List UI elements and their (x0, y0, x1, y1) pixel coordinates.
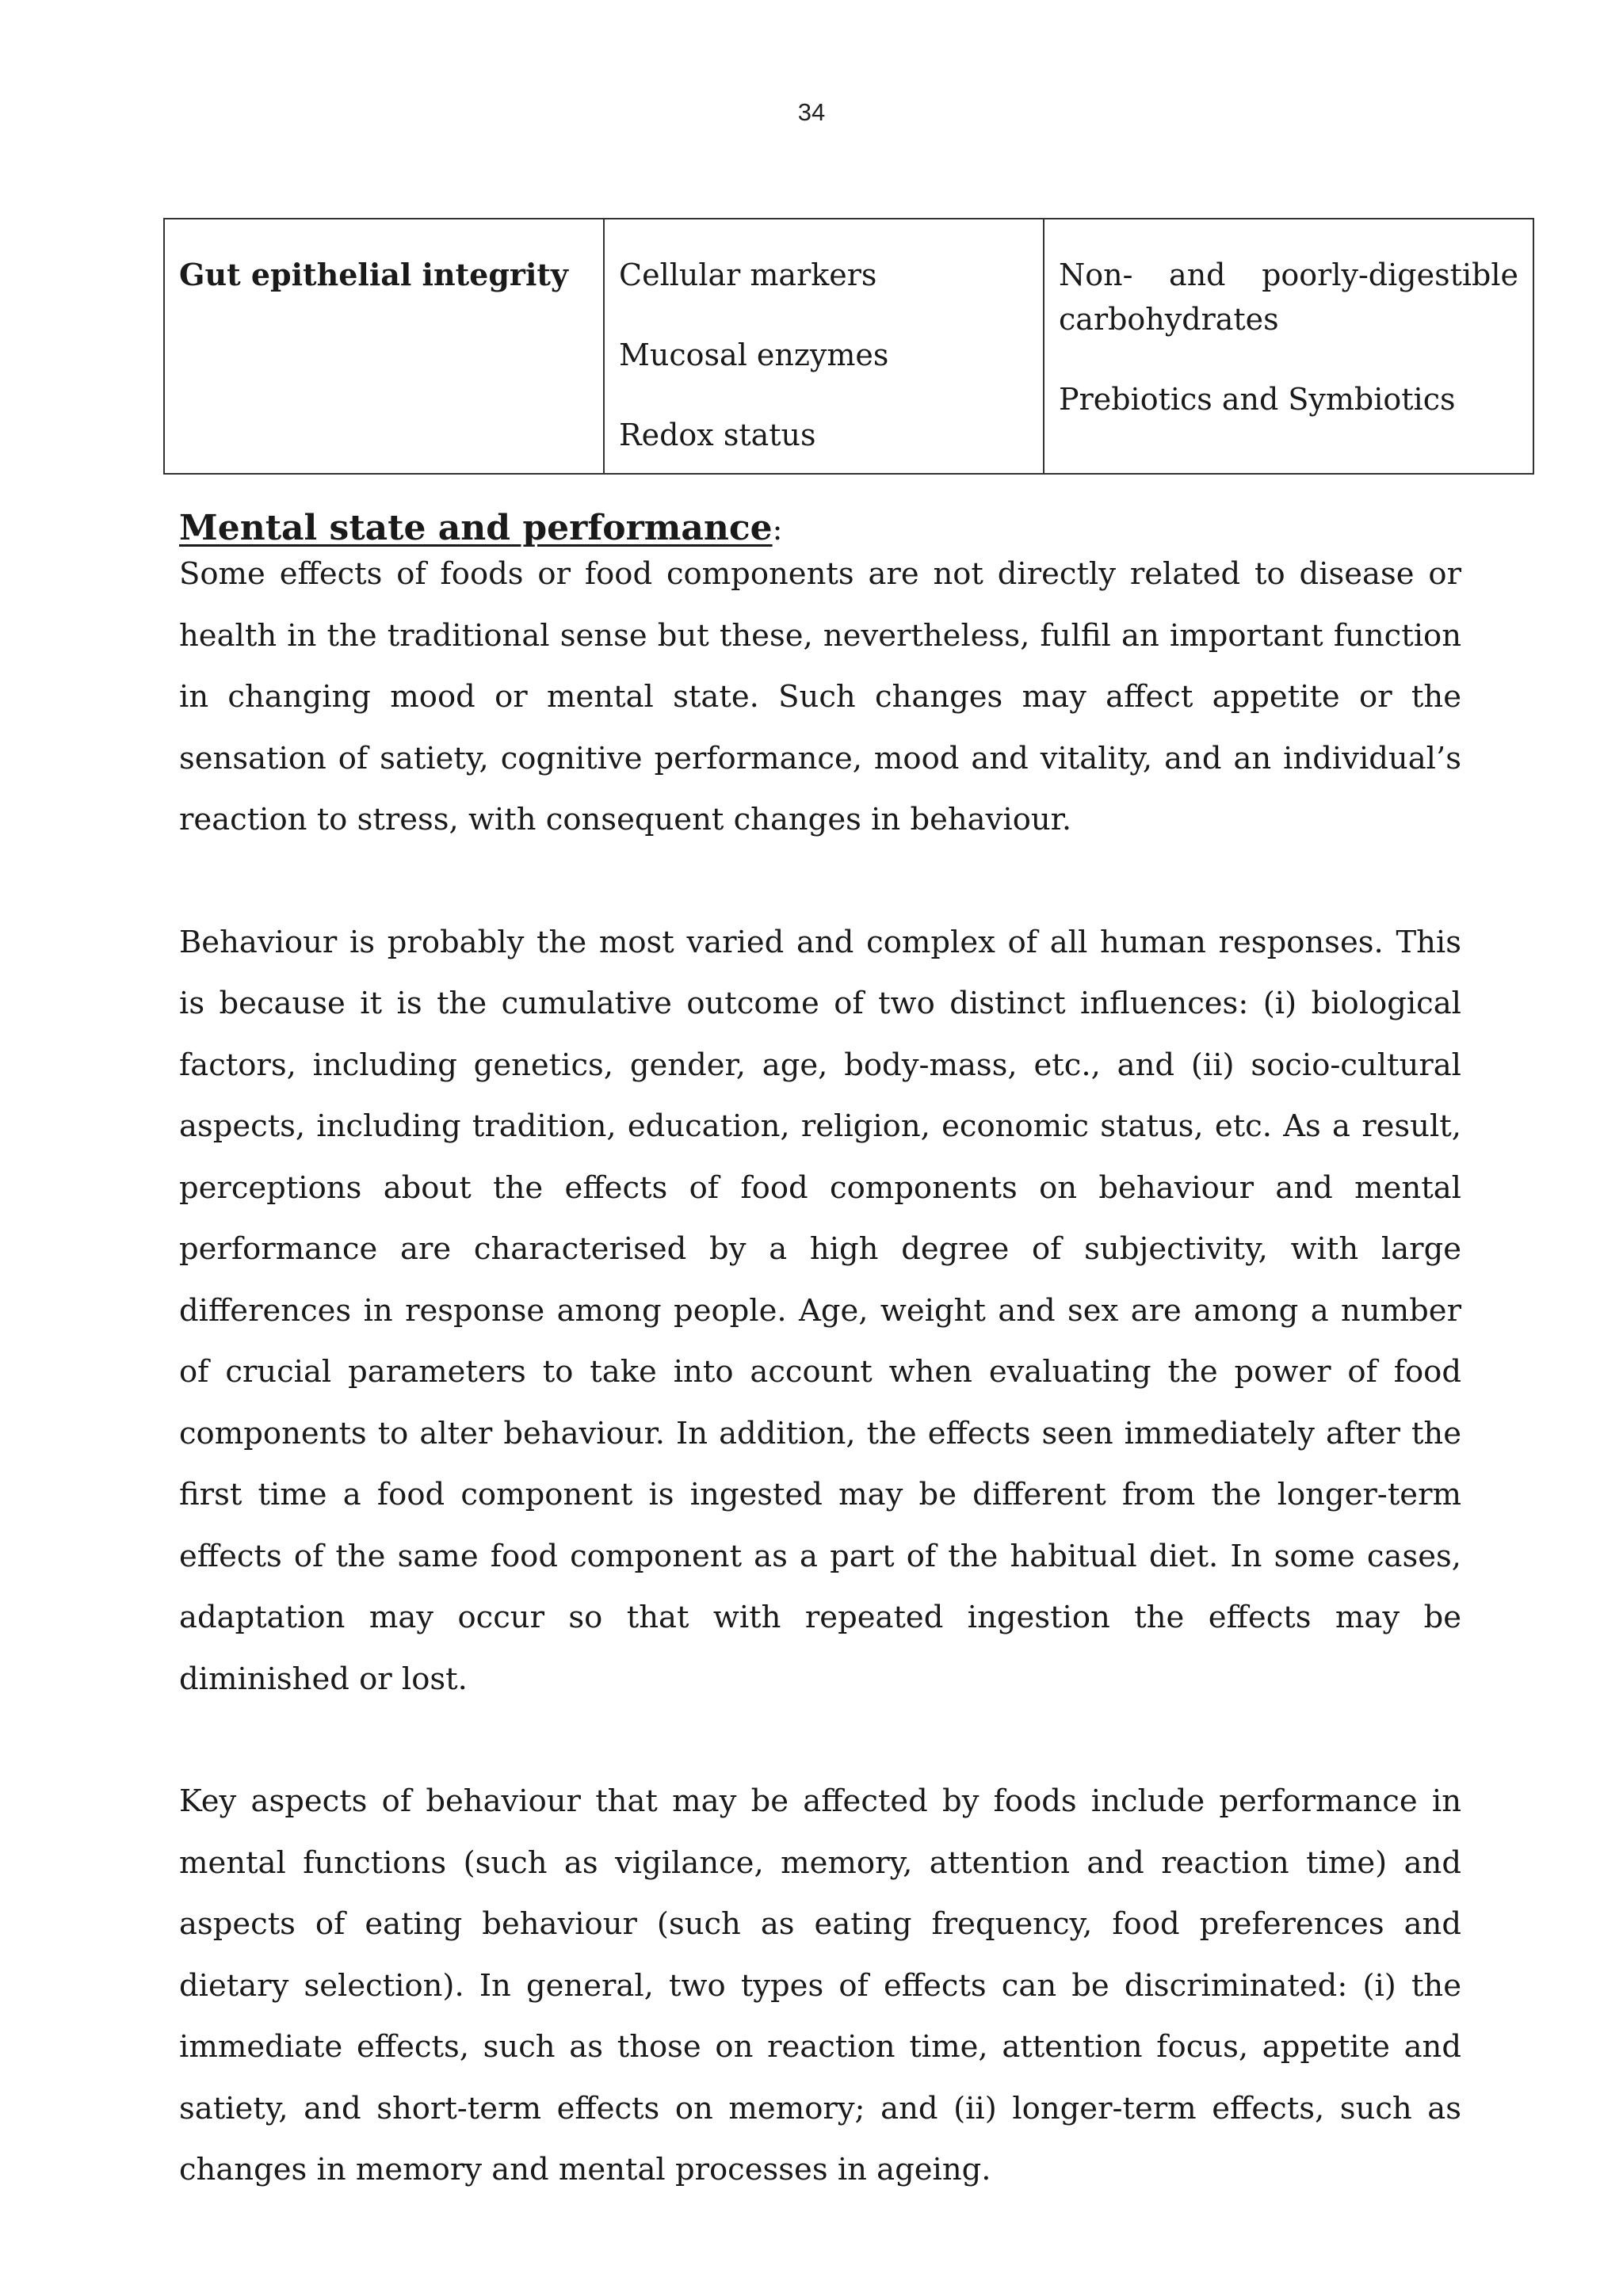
table-cell-components (1044, 219, 1533, 474)
marker-item: Mucosal enzymes (619, 338, 889, 372)
table-row (164, 219, 1533, 474)
table-cell-category: Gut epithelial integrity (164, 219, 604, 474)
component-item: Prebiotics and Symbiotics (1059, 382, 1456, 417)
section-heading-colon: : (772, 512, 783, 547)
paragraph: Some effects of foods or food components are not directly related to disease or health in the traditional sense but these, nevertheless, fulfil an important function in changing mood or mental state. Such changes may affect appetite or the sensation of satiety, cognitive performance, mood and vitality, and an individual’s reaction to stress, with consequent changes in behaviour. (179, 556, 1461, 837)
marker-item: Redox status (619, 418, 816, 452)
biomarker-table (163, 218, 1534, 475)
mental-state-section (179, 503, 1461, 2201)
component-item: Non- and poorly-digestible carbohydrates (1059, 257, 1518, 337)
marker-item: Cellular markers (619, 257, 877, 292)
paragraph: Key aspects of behaviour that may be affected by foods include performance in mental functions (such as vigilance, memory, attention and reaction time) and aspects of eating behaviour (such as eating frequency, food preferences and dietary selection). In general, two types of effects can be discriminated: (i) the immediate effects, such as those on reaction time, attention focus, appetite and satiety, and short-term effects on memory; and (ii) longer-term effects, such as changes in memory and mental processes in ageing. (179, 1783, 1461, 2187)
section-heading-text: Mental state and performance (179, 508, 773, 548)
paragraph: Behaviour is probably the most varied and complex of all human responses. This is because it is the cumulative outcome of two distinct influences: (i) biological factors, including genetics, gender, age, body-mass, etc., and (ii) socio-cultural aspects, including tradition, education, religion, economic status, etc. As a result, perceptions about the effects of food components on behaviour and mental performance are characterised by a high degree of subjectivity, with large differences in response among people. Age, weight and sex are among a number of crucial parameters to take into account when evaluating the power of food components to alter behaviour. In addition, the effects seen immediately after the first time a food component is ingested may be different from the longer-term effects of the same food component as a part of the habitual diet. In some cases, adaptation may occur so that with repeated ingestion the effects may be diminished or lost. (179, 924, 1461, 1697)
page-number: 34 (797, 98, 826, 126)
table-cell-markers (604, 219, 1044, 474)
